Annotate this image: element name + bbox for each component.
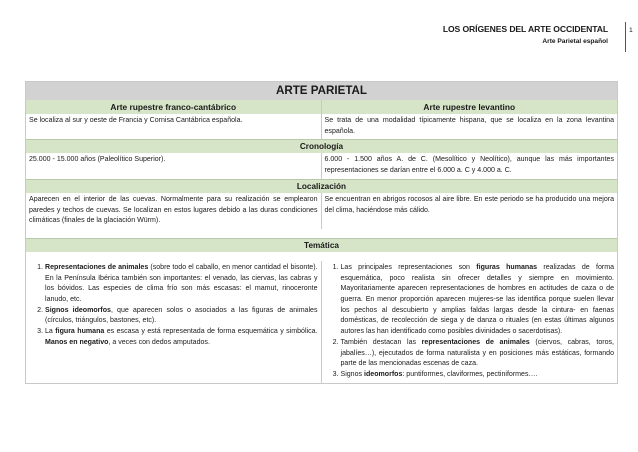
- tematica-row: [26, 261, 617, 383]
- document-subtitle: Arte Parietal español: [542, 38, 608, 45]
- tematica-left: [26, 261, 322, 383]
- spacer: [26, 229, 617, 238]
- intro-left: Se localiza al sur y oeste de Francia y Cornisa Cantábrica española.: [26, 114, 322, 139]
- table-title: ARTE PARIETAL: [26, 82, 617, 100]
- list-item: 3. Signos ideomorfos: puntiformes, claviformes, pectiniformes….: [341, 370, 615, 381]
- document-title: LOS ORÍGENES DEL ARTE OCCIDENTAL: [442, 24, 608, 34]
- page-number: 1: [629, 27, 633, 34]
- localizacion-right: Se encuentran en abrigos rocosos al aire libre. En este periodo se ha producido una mejora del clima, haciéndose más cálido.: [324, 195, 614, 214]
- col-header-franco-cantabrico: Arte rupestre franco-cantábrico: [26, 100, 322, 114]
- intro-row: [26, 114, 617, 139]
- intro-right: Se trata de una modalidad típicamente hispana, que se localiza en la zona levantina española.: [324, 117, 614, 135]
- parietal-art-table: [25, 81, 618, 384]
- cronologia-row: [26, 153, 617, 178]
- tematica-right-list: [325, 263, 615, 381]
- localizacion-left: Aparecen en el interior de las cuevas. Normalmente para su realización se emplearon paredes y techos de cuevas. Se localizan en estos lugares debido a las duras condiciones climáticas (finales de la glaciación Würm).: [26, 193, 322, 229]
- col-header-levantino: Arte rupestre levantino: [322, 100, 618, 114]
- document-header: [443, 24, 608, 45]
- tematica-left-list: [29, 263, 318, 349]
- list-item: 1. Las principales representaciones son figuras humanas realizadas de forma esquemática, poco realista sin ofrecer detalles y siempre en movimiento. Mayoritariamente aparecen representaciones de hombres en actitudes de caza o de guerra. En menor proporción aparecen mujeres-se las identifica porque suelen llevar los pechos al descubierto y amplias faldas largas desde la cintura- en faenas domésticas, de recolección de siega y de danza o rituales (en estas últimas algunos autores las han identificado como posibles divinidades o sacerdotisas).: [341, 263, 615, 338]
- column-headers: [26, 100, 617, 114]
- tematica-right: [322, 261, 618, 383]
- cronologia-right: 6.000 - 1.500 años A. de C. (Mesolítico y Neolítico), aunque las más importantes representaciones se darían entre el 6.000 a. C y 4.000 a. C.: [324, 156, 614, 175]
- cronologia-left: 25.000 - 15.000 años (Paleolítico Superior).: [26, 153, 322, 178]
- list-item: 2. Signos ideomorfos, que aparecen solos o asociados a las figuras de animales (círculos, triángulos, bastones, etc).: [45, 306, 318, 327]
- spacer: [26, 252, 617, 261]
- list-item: 1. Representaciones de animales (sobre todo el caballo, en menor cantidad el bisonte). En la Península Ibérica también son importantes: el venado, las ciervas, las cabras y los bóvidos. Las especies de clima frío son más escasas: el mamut, rinoceronte lanudo, etc.: [45, 263, 318, 306]
- section-tematica: Temática: [26, 238, 617, 252]
- section-cronologia: Cronología: [26, 139, 617, 153]
- list-item: 3. La figura humana es escasa y está representada de forma esquemática y simbólica. Manos en negativo, a veces con dedos amputados.: [45, 327, 318, 348]
- list-item: 2. También destacan las representaciones de animales (ciervos, cabras, toros, jabalíes…), ejecutados de forma naturalista y en posiciones más estáticas, formando parte de las mencionadas escenas de caza.: [341, 338, 615, 370]
- localizacion-row: [26, 193, 617, 229]
- header-divider: [625, 22, 626, 52]
- section-localizacion: Localización: [26, 179, 617, 193]
